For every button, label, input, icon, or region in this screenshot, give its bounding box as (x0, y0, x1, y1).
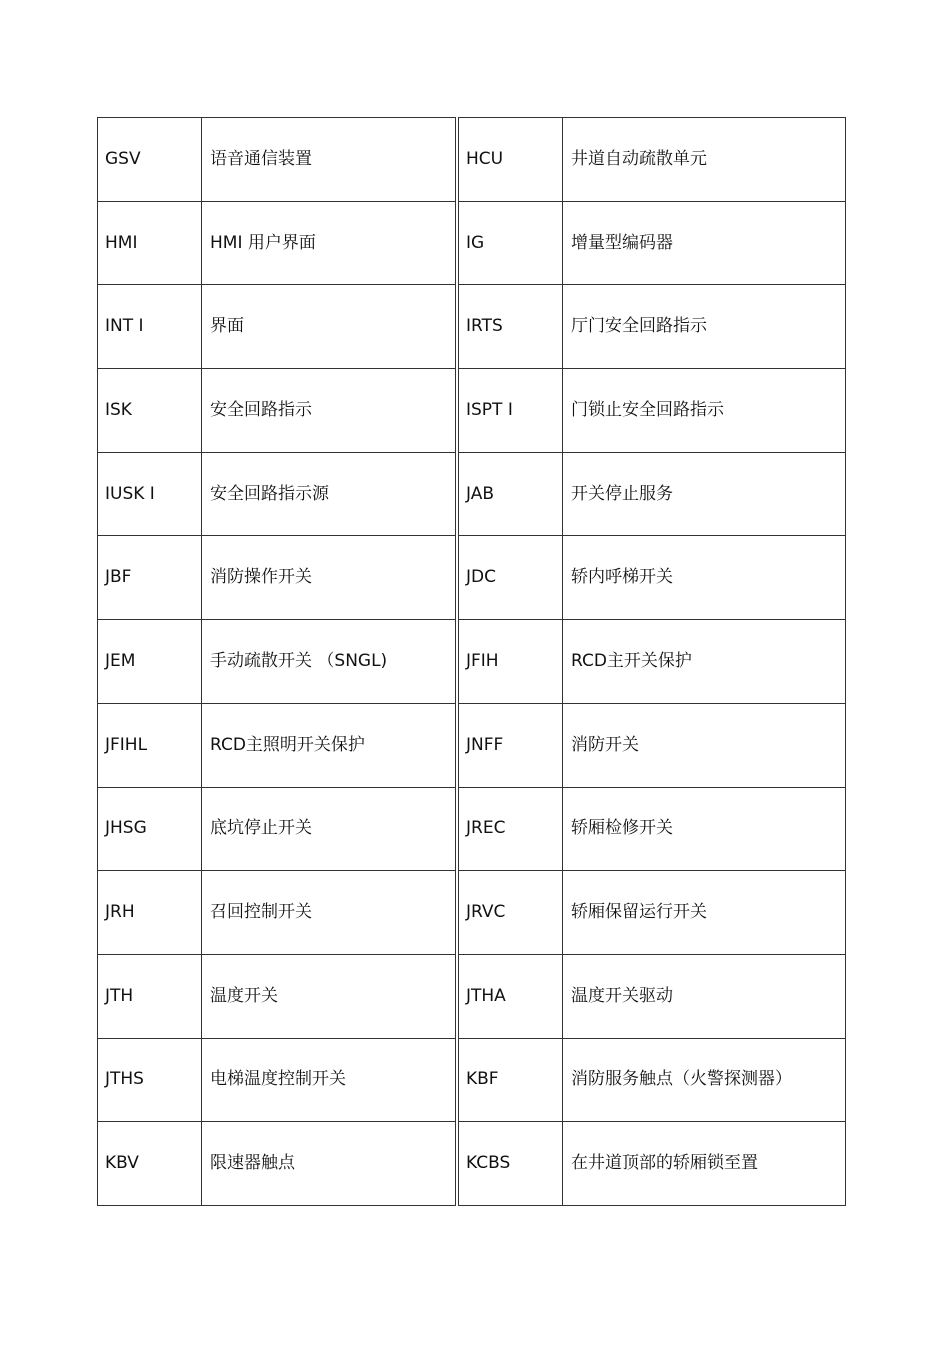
abbreviation-code: KCBS (457, 1122, 563, 1206)
abbreviation-code: JDC (457, 536, 563, 620)
table-row (98, 871, 846, 955)
table-row (98, 787, 846, 871)
abbreviation-description: HMI 用户界面 (202, 201, 458, 285)
abbreviation-code: JHSG (98, 787, 202, 871)
abbreviation-description: 厅门安全回路指示 (563, 285, 846, 369)
table-row (98, 1038, 846, 1122)
abbreviation-description: 井道自动疏散单元 (563, 118, 846, 202)
abbreviation-description: 温度开关 (202, 954, 458, 1038)
abbreviation-description: RCD主开关保护 (563, 620, 846, 704)
abbreviation-description: 界面 (202, 285, 458, 369)
table-row (98, 369, 846, 453)
abbreviation-code: JNFF (457, 703, 563, 787)
abbreviation-description: 召回控制开关 (202, 871, 458, 955)
abbreviation-code: JRVC (457, 871, 563, 955)
abbreviation-description: 轿内呼梯开关 (563, 536, 846, 620)
abbreviation-code: HCU (457, 118, 563, 202)
abbreviation-code: JAB (457, 452, 563, 536)
abbreviation-code: IUSK I (98, 452, 202, 536)
table-row (98, 201, 846, 285)
abbreviation-code: GSV (98, 118, 202, 202)
abbreviation-description: RCD主照明开关保护 (202, 703, 458, 787)
abbreviation-code: JBF (98, 536, 202, 620)
abbreviation-description: 消防服务触点（火警探测器） (563, 1038, 846, 1122)
abbreviation-code: JFIH (457, 620, 563, 704)
abbreviation-code: JTHS (98, 1038, 202, 1122)
abbreviation-description: 门锁止安全回路指示 (563, 369, 846, 453)
table-row (98, 452, 846, 536)
abbreviation-description: 温度开关驱动 (563, 954, 846, 1038)
abbreviation-description: 轿厢检修开关 (563, 787, 846, 871)
abbreviation-description: 手动疏散开关 （SNGL) (202, 620, 458, 704)
abbreviation-description: 语音通信装置 (202, 118, 458, 202)
abbreviation-code: IRTS (457, 285, 563, 369)
abbreviation-code: JRH (98, 871, 202, 955)
abbreviation-description: 轿厢保留运行开关 (563, 871, 846, 955)
abbreviation-description: 限速器触点 (202, 1122, 458, 1206)
abbreviation-code: JTHA (457, 954, 563, 1038)
abbreviation-description: 消防开关 (563, 703, 846, 787)
abbreviation-table (97, 117, 846, 1206)
table-row (98, 703, 846, 787)
abbreviation-code: KBF (457, 1038, 563, 1122)
table-row (98, 1122, 846, 1206)
abbreviation-table-body (98, 118, 846, 1206)
abbreviation-description: 底坑停止开关 (202, 787, 458, 871)
abbreviation-code: INT I (98, 285, 202, 369)
table-row (98, 620, 846, 704)
abbreviation-code: JEM (98, 620, 202, 704)
abbreviation-description: 电梯温度控制开关 (202, 1038, 458, 1122)
abbreviation-description: 安全回路指示 (202, 369, 458, 453)
abbreviation-description: 安全回路指示源 (202, 452, 458, 536)
abbreviation-code: IG (457, 201, 563, 285)
abbreviation-description: 在井道顶部的轿厢锁至置 (563, 1122, 846, 1206)
abbreviation-code: JREC (457, 787, 563, 871)
abbreviation-code: ISK (98, 369, 202, 453)
table-row (98, 118, 846, 202)
table-row (98, 285, 846, 369)
abbreviation-description: 消防操作开关 (202, 536, 458, 620)
abbreviation-code: KBV (98, 1122, 202, 1206)
abbreviation-description: 增量型编码器 (563, 201, 846, 285)
abbreviation-code: JTH (98, 954, 202, 1038)
abbreviation-code: ISPT I (457, 369, 563, 453)
abbreviation-code: JFIHL (98, 703, 202, 787)
table-row (98, 954, 846, 1038)
abbreviation-code: HMI (98, 201, 202, 285)
abbreviation-description: 开关停止服务 (563, 452, 846, 536)
table-row (98, 536, 846, 620)
